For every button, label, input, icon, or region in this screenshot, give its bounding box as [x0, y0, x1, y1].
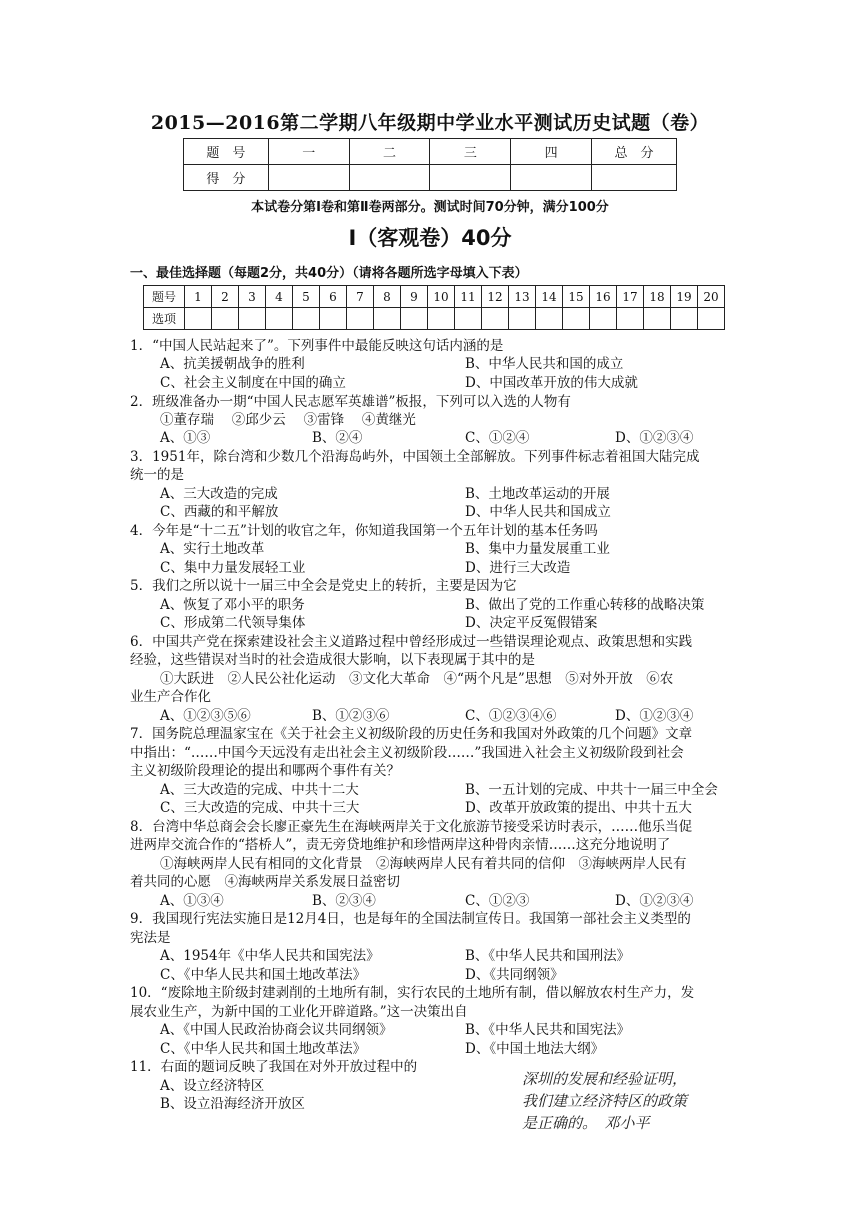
answer-option: ①董存瑞 ②邱少云 ③雷锋 ④黄继光	[160, 412, 416, 428]
score-table-score-row	[184, 165, 677, 191]
question-text: 业生产合作化	[130, 689, 211, 705]
answer-option: D、中华人民共和国成立	[465, 504, 611, 520]
question-text: 经验，这些错误对当时的社会造成很大影响，以下表现属于其中的是	[130, 652, 535, 668]
answer-option-cell[interactable]	[266, 308, 293, 330]
score-cell[interactable]	[592, 165, 677, 191]
answer-option: C、三大改造的完成、中共十三大	[160, 800, 360, 816]
answer-option: ①海峡两岸人民有相同的文化背景 ②海峡两岸人民有着共同的信仰 ③海峡两岸人民有	[160, 856, 687, 872]
answer-option: B、设立沿海经济开放区	[160, 1096, 305, 1112]
question-text: 1．“中国人民站起来了”。下列事件中最能反映这句话内涵的是	[130, 338, 504, 354]
answer-number-cell: 2	[212, 286, 239, 308]
answer-row-label: 题号	[144, 286, 185, 308]
score-cell[interactable]	[430, 165, 511, 191]
question-text: 4．今年是“十二五”计划的收官之年，你知道我国第一个五年计划的基本任务吗	[130, 523, 598, 539]
answer-option: A、《中国人民政治协商会议共同纲领》	[160, 1022, 393, 1038]
answer-option: B、集中力量发展重工业	[465, 541, 610, 557]
answer-number-row	[144, 286, 725, 308]
answer-number-cell: 13	[509, 286, 536, 308]
answer-option-cell[interactable]	[185, 308, 212, 330]
answer-option: A、①②③⑤⑥	[160, 708, 251, 724]
answer-option-cell[interactable]	[293, 308, 320, 330]
answer-number-cell: 8	[374, 286, 401, 308]
answer-option: B、①②③⑥	[312, 708, 390, 724]
answer-option-cell[interactable]	[401, 308, 428, 330]
answer-option-cell[interactable]	[617, 308, 644, 330]
answer-option: C、①②③④⑥	[465, 708, 557, 724]
inscription-line: 深圳的发展和经验证明，	[522, 1070, 688, 1088]
answer-option-cell[interactable]	[698, 308, 725, 330]
score-cell[interactable]	[349, 165, 430, 191]
page-title: 2015—2016第二学期八年级期中学业水平测试历史试题（卷）	[150, 112, 710, 134]
question-text: 6．中国共产党在探索建设社会主义道路过程中曾经形成过一些错误理论观点、政策思想和实践	[130, 634, 693, 650]
answer-number-cell: 1	[185, 286, 212, 308]
question-text: 展农业生产，为新中国的工业化开辟道路。”这一决策出自	[130, 1004, 468, 1020]
answer-number-cell: 6	[320, 286, 347, 308]
question-text: 2．班级准备办一期“中国人民志愿军英雄谱”板报，下列可以入选的人物有	[130, 394, 571, 410]
answer-option: ①大跃进 ②人民公社化运动 ③文化大革命 ④“两个凡是”思想 ⑤对外开放 ⑥农	[160, 671, 674, 687]
answer-number-cell: 11	[455, 286, 482, 308]
question-text: 中指出：“……中国今天远没有走出社会主义初级阶段……”我国进入社会主义初级阶段到社会	[130, 745, 684, 761]
answer-option-cell[interactable]	[455, 308, 482, 330]
answer-option: C、西藏的和平解放	[160, 504, 279, 520]
answer-option: B、做出了党的工作重心转移的战略决策	[465, 597, 705, 613]
answer-option: B、土地改革运动的开展	[465, 486, 610, 502]
answer-option-cell[interactable]	[347, 308, 374, 330]
answer-option: C、①②③	[465, 893, 530, 909]
answer-option: C、①②④	[465, 430, 530, 446]
score-header-cell: 三	[430, 139, 511, 165]
answer-number-cell: 17	[617, 286, 644, 308]
question-text: 主义初级阶段理论的提出和哪两个事件有关？	[130, 763, 400, 779]
answer-option: D、改革开放政策的提出、中共十五大	[465, 800, 692, 816]
answer-number-cell: 5	[293, 286, 320, 308]
question-text: 宪法是	[130, 930, 171, 946]
answer-option: B、一五计划的完成、中共十一届三中全会	[465, 782, 718, 798]
question-text: 11．右面的题词反映了我国在对外开放过程中的	[130, 1059, 418, 1075]
answer-option: B、②③④	[312, 893, 376, 909]
answer-option: C、形成第二代领导集体	[160, 615, 306, 631]
answer-option-cell[interactable]	[239, 308, 266, 330]
answer-option: C、《中华人民共和国土地改革法》	[160, 1041, 367, 1057]
question-text: 9．我国现行宪法实施日是12月4日，也是每年的全国法制宣传日。我国第一部社会主义类型的	[130, 911, 691, 927]
question-text: 10．“废除地主阶级封建剥削的土地所有制，实行农民的土地所有制，借以解放农村生产力，发	[130, 985, 695, 1001]
question-text: 5．我们之所以说十一届三中全会是党史上的转折，主要是因为它	[130, 578, 517, 594]
answer-option-cell[interactable]	[320, 308, 347, 330]
answer-option-cell[interactable]	[509, 308, 536, 330]
question-text: 统一的是	[130, 467, 184, 483]
answer-number-cell: 3	[239, 286, 266, 308]
score-table	[183, 138, 677, 191]
answer-option: A、设立经济特区	[160, 1078, 265, 1094]
answer-table	[143, 285, 725, 330]
answer-option: A、实行土地改革	[160, 541, 265, 557]
score-header-cell: 总 分	[592, 139, 677, 165]
answer-option: A、①③④	[160, 893, 224, 909]
answer-number-cell: 10	[428, 286, 455, 308]
question-text: 着共同的心愿 ④海峡两岸关系发展日益密切	[130, 874, 400, 890]
answer-option: C、社会主义制度在中国的确立	[160, 375, 346, 391]
answer-option: A、恢复了邓小平的职务	[160, 597, 305, 613]
calligraphy-inscription	[520, 1066, 700, 1136]
answer-option-cell[interactable]	[644, 308, 671, 330]
answer-option: A、三大改造的完成	[160, 486, 278, 502]
answer-option: B、②④	[312, 430, 363, 446]
score-row-label: 得 分	[184, 165, 269, 191]
answer-option: D、①②③④	[615, 893, 694, 909]
answer-number-cell: 18	[644, 286, 671, 308]
answer-option-cell[interactable]	[590, 308, 617, 330]
answer-number-cell: 15	[563, 286, 590, 308]
answer-option: A、1954年《中华人民共和国宪法》	[160, 948, 380, 964]
question-text: 7．国务院总理温家宝在《关于社会主义初级阶段的历史任务和我国对外政策的几个问题》文章	[130, 726, 693, 742]
answer-option: D、《共同纲领》	[465, 967, 564, 983]
answer-row-label: 选项	[144, 308, 185, 330]
exam-instructions: 本试卷分第Ⅰ卷和第Ⅱ卷两部分。测试时间70分钟，满分100分	[251, 200, 609, 215]
answer-option: D、中国改革开放的伟大成就	[465, 375, 638, 391]
answer-option-cell[interactable]	[374, 308, 401, 330]
score-header-cell: 四	[511, 139, 592, 165]
answer-option-cell[interactable]	[563, 308, 590, 330]
score-header-cell: 一	[268, 139, 349, 165]
score-header-cell: 二	[349, 139, 430, 165]
answer-option: D、《中国土地法大纲》	[465, 1041, 605, 1057]
answer-number-cell: 12	[482, 286, 509, 308]
question-text: 8．台湾中华总商会会长廖正豪先生在海峡两岸关于文化旅游节接受采访时表示，……他乐当促	[130, 819, 693, 835]
answer-option: A、三大改造的完成、中共十二大	[160, 782, 359, 798]
question-text: 进两岸交流合作的“搭桥人”，责无旁贷地维护和珍惜两岸这种骨肉亲情……这充分地说明了	[130, 837, 671, 853]
answer-option: C、《中华人民共和国土地改革法》	[160, 967, 367, 983]
answer-option: A、①③	[160, 430, 211, 446]
section-title: Ⅰ（客观卷）40分	[348, 226, 512, 250]
score-table-header-row	[184, 139, 677, 165]
answer-number-cell: 14	[536, 286, 563, 308]
answer-option: B、《中华人民共和国刑法》	[465, 948, 631, 964]
answer-option-row	[144, 308, 725, 330]
answer-option-cell[interactable]	[212, 308, 239, 330]
answer-number-cell: 9	[401, 286, 428, 308]
answer-option: B、《中华人民共和国宪法》	[465, 1022, 631, 1038]
answer-option: A、抗美援朝战争的胜利	[160, 356, 305, 372]
part-heading: 一、最佳选择题（每题2分，共40分）（请将各题所选字母填入下表）	[130, 266, 528, 281]
answer-option: C、集中力量发展轻工业	[160, 560, 306, 576]
score-header-cell: 题 号	[184, 139, 269, 165]
answer-option-cell[interactable]	[536, 308, 563, 330]
score-cell[interactable]	[268, 165, 349, 191]
answer-option: D、决定平反冤假错案	[465, 615, 598, 631]
answer-option: D、①②③④	[615, 708, 694, 724]
answer-option-cell[interactable]	[671, 308, 698, 330]
question-text: 3．1951年，除台湾和少数几个沿海岛屿外，中国领土全部解放。下列事件标志着祖国大陆完成	[130, 449, 700, 465]
answer-number-cell: 19	[671, 286, 698, 308]
inscription-line: 是正确的。 邓小平	[522, 1114, 650, 1132]
score-cell[interactable]	[511, 165, 592, 191]
answer-number-cell: 4	[266, 286, 293, 308]
answer-number-cell: 20	[698, 286, 725, 308]
answer-number-cell: 7	[347, 286, 374, 308]
answer-option-cell[interactable]	[482, 308, 509, 330]
inscription-line: 我们建立经济特区的政策	[522, 1092, 688, 1110]
answer-number-cell: 16	[590, 286, 617, 308]
answer-option: B、中华人民共和国的成立	[465, 356, 624, 372]
answer-option: D、进行三大改造	[465, 560, 571, 576]
answer-option: D、①②③④	[615, 430, 694, 446]
answer-option-cell[interactable]	[428, 308, 455, 330]
